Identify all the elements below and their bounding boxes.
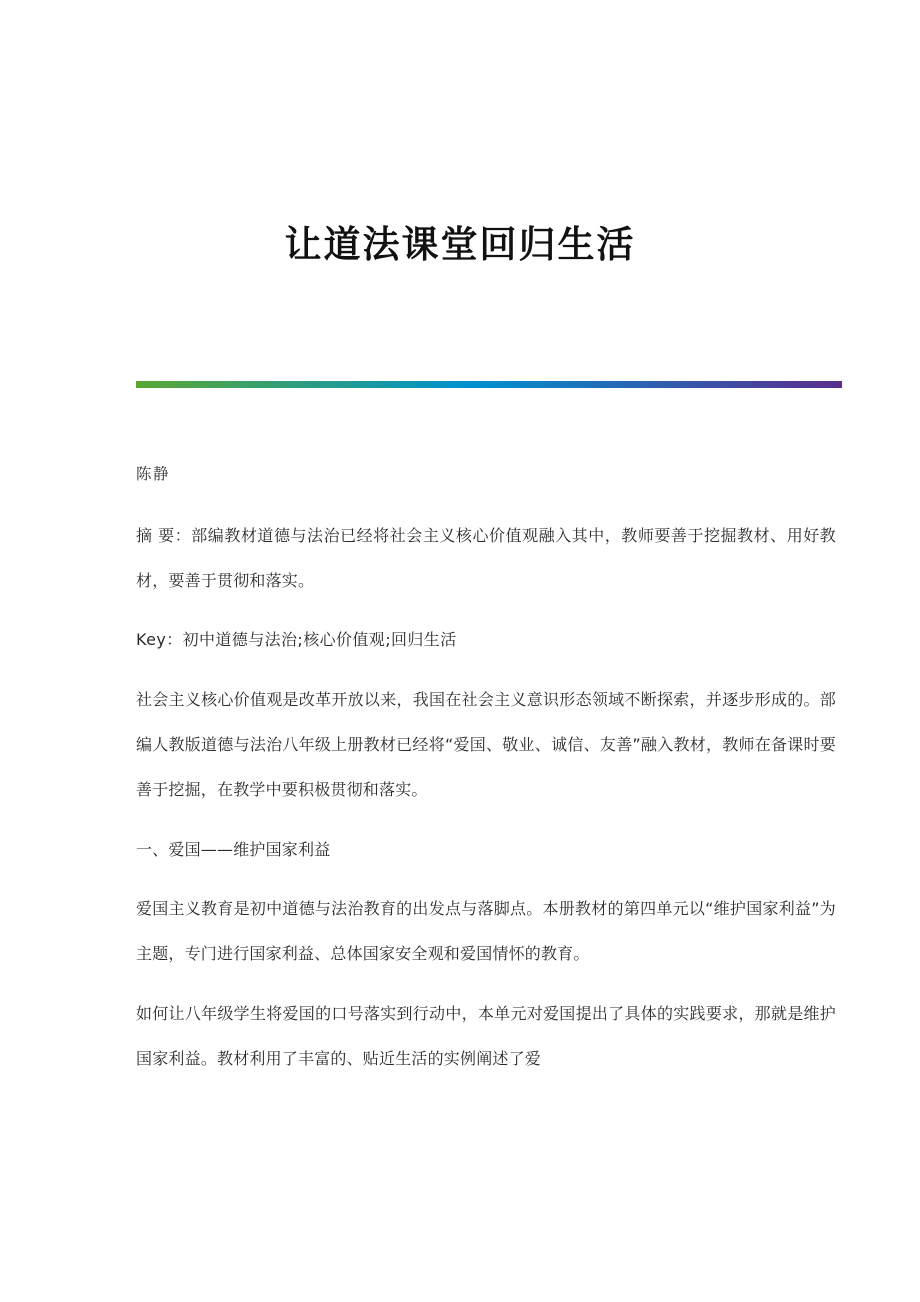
section-heading-1: 一、爱国——维护国家利益	[136, 839, 331, 859]
author-name: 陈静	[136, 465, 171, 483]
document-body	[136, 462, 836, 1096]
body-paragraph-2: 爱国主义教育是初中道德与法治教育的出发点与落脚点。本册教材的第四单元以“维护国家利益”为主题，专门进行国家利益、总体国家安全观和爱国情怀的教育。	[136, 898, 836, 963]
keywords-line: Key：初中道德与法治;核心价值观;回归生活	[136, 629, 457, 649]
body-paragraph-3: 如何让八年级学生将爱国的口号落实到行动中，本单元对爱国提出了具体的实践要求，那就是维护国家利益。教材利用了丰富的、贴近生活的实例阐述了爱	[136, 1003, 836, 1068]
body-paragraph-1: 社会主义核心价值观是改革开放以来，我国在社会主义意识形态领域不断探索，并逐步形成的。部编人教版道德与法治八年级上册教材已经将“爱国、敬业、诚信、友善”融入教材，教师在备课时要善于挖掘，在教学中要积极贯彻和落实。	[136, 689, 836, 799]
gradient-divider	[136, 381, 842, 388]
abstract-paragraph: 摘 要：部编教材道德与法治已经将社会主义核心价值观融入其中，教师要善于挖掘教材、用好教材，要善于贯彻和落实。	[136, 525, 836, 590]
page-title: 让道法课堂回归生活	[284, 221, 636, 266]
